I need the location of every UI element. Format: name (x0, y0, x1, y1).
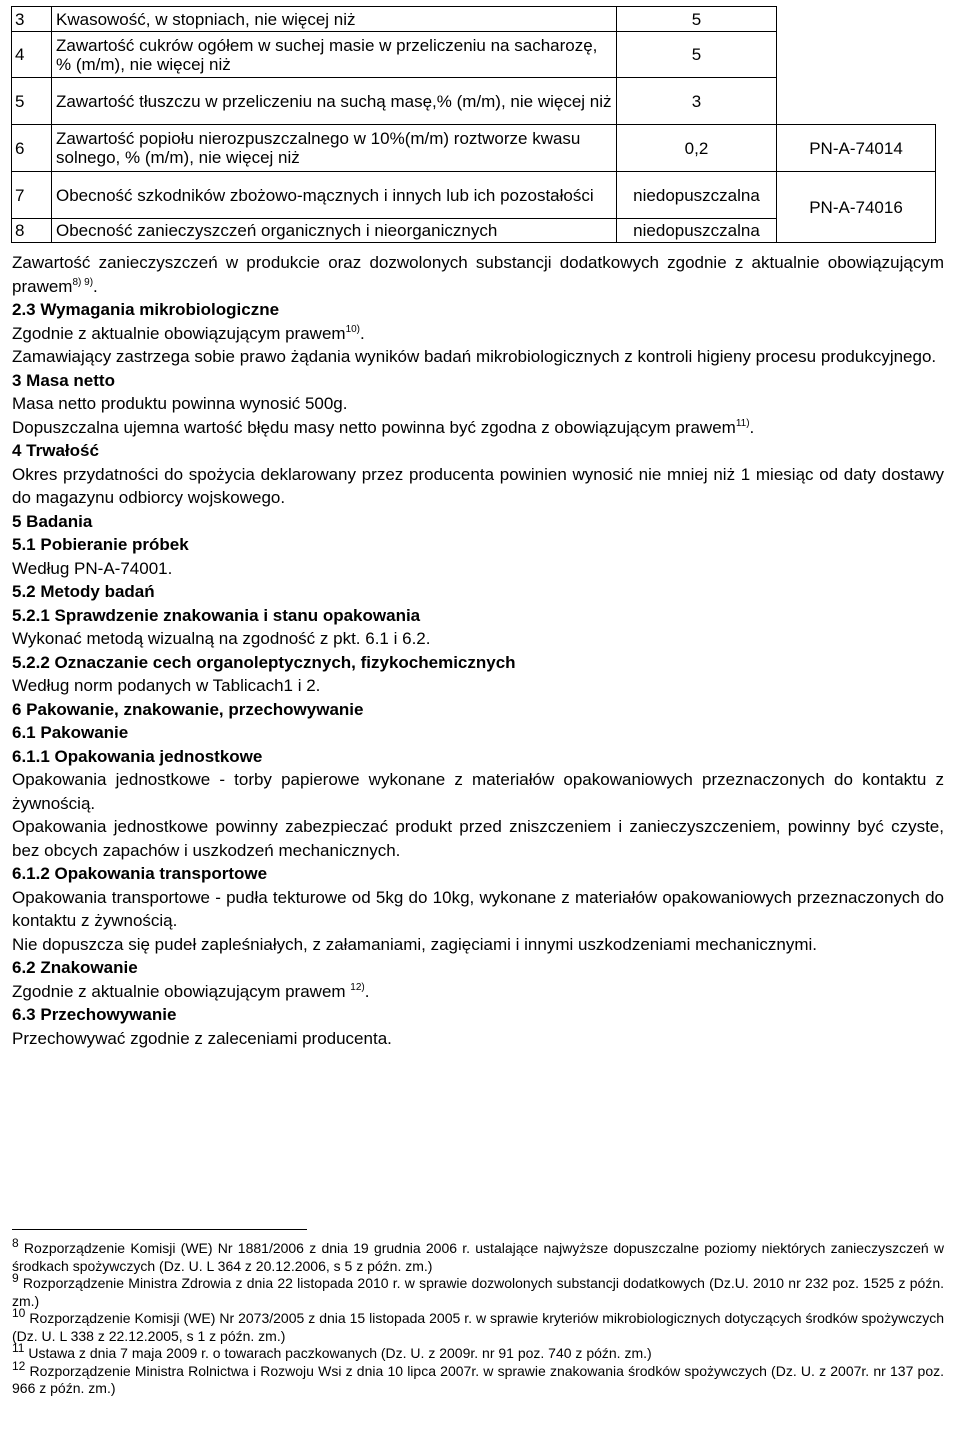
footnote-ref: 11) (735, 417, 750, 429)
footnote: 8 Rozporządzenie Komisji (WE) Nr 1881/2006 z dnia 19 grudnia 2006 r. ustalające najwyższe dopuszczalne poziomy niektórych zanieczyszczeń w środkach spożywczych (Dz. U. L 364 z 20.12.2006, s 5 z późn. zm.) (12, 1236, 944, 1274)
paragraph: Zawartość zanieczyszczeń w produkcie oraz dozwolonych substancji dodatkowych zgodnie z aktualnie obowiązującym prawem$^{8) 9)}$. (12, 253, 944, 296)
row-number: 3 (12, 7, 52, 32)
paragraph: Według PN-A-74001. (12, 558, 173, 578)
paragraph: Okres przydatności do spożycia deklarowany przez producenta powinien wynosić nie mniej niż 1 miesiąc od daty dostawy do magazynu odbiorcy wojskowego. (12, 464, 944, 507)
footnote-ref: 12) (350, 981, 365, 993)
footnote-mark: 11 (12, 1341, 25, 1355)
row-number: 4 (12, 32, 52, 78)
paragraph: Wykonać metodą wizualną na zgodność z pkt. 6.1 i 6.2. (12, 629, 431, 648)
footnote-ref: 10) (345, 323, 361, 335)
footnote: 12 Rozporządzenie Ministra Rolnictwa i Rozwoju Wsi z dnia 10 lipca 2007r. w sprawie znakowania środków spożywczych (Dz. U. z 2007r. nr 137 poz. 966 z późn. zm.) (12, 1358, 944, 1396)
section-heading: 6.1.1 Opakowania jednostkowe (12, 746, 263, 766)
paragraph: Nie dopuszcza się pudeł zapleśniałych, z załamaniami, zagięciami i innymi uszkodzeniami mechanicznymi. (12, 934, 818, 954)
table-row (12, 172, 936, 219)
row-description: Obecność zanieczyszczeń organicznych i nieorganicznych (52, 219, 617, 243)
footnote-mark: 10 (12, 1306, 26, 1320)
section-heading: 4 Trwałość (12, 441, 99, 460)
row-number: 7 (12, 172, 52, 219)
footnote-mark: 12 (12, 1358, 26, 1373)
row-norm: PN-A-74016 (777, 172, 936, 243)
footnote-mark: 9 (12, 1271, 19, 1285)
row-value: 5 (617, 7, 777, 32)
table-row (12, 7, 936, 32)
section-heading: 2.3 Wymagania mikrobiologiczne (12, 300, 280, 319)
section-heading: 5.2.2 Oznaczanie cech organoleptycznych, fizykochemicznych (12, 652, 516, 672)
paragraph: Zgodnie z aktualnie obowiązującym prawem$^{10)}$. (12, 323, 365, 343)
paragraph: Masa netto produktu powinna wynosić 500g. (12, 394, 348, 413)
section-heading: 6.2 Znakowanie (12, 958, 138, 977)
paragraph: Według norm podanych w Tablicach1 i 2. (12, 676, 321, 695)
row-value: 3 (617, 78, 777, 125)
row-value: 5 (617, 32, 777, 78)
row-value: niedopuszczalna (617, 172, 777, 219)
row-description: Kwasowość, w stopniach, nie więcej niż (52, 7, 617, 32)
footnote: 10 Rozporządzenie Komisji (WE) Nr 2073/2005 z dnia 15 listopada 2005 r. w sprawie kryteriów mikrobiologicznych dotyczących środków spożywczych (Dz. U. L 338 z 22.12.2005, s 1 z późn. zm.) (12, 1306, 945, 1344)
row-number: 6 (12, 125, 52, 172)
section-heading: 6.1 Pakowanie (12, 723, 129, 742)
section-heading: 5.2 Metody badań (12, 582, 155, 601)
paragraph: Zamawiający zastrzega sobie prawo żądania wyników badań mikrobiologicznych z kontroli higieny procesu produkcyjnego. (12, 347, 937, 366)
footnote-ref: 8) 9) (72, 276, 94, 288)
footnote-mark: 8 (12, 1236, 19, 1250)
row-description: Zawartość popiołu nierozpuszczalnego w 10%(m/m) roztworze kwasu solnego, % (m/m), nie więcej niż (52, 125, 617, 172)
table-row (12, 125, 936, 172)
row-number: 8 (12, 219, 52, 243)
paragraph: Dopuszczalna ujemna wartość błędu masy netto powinna być zgodna z obowiązującym prawem$^{11)}$. (12, 417, 755, 437)
row-description: Zawartość tłuszczu w przeliczeniu na suchą masę,% (m/m), nie więcej niż (52, 78, 617, 125)
norm-cell-empty (777, 7, 936, 125)
paragraph: Opakowania jednostkowe powinny zabezpieczać produkt przed zniszczeniem i zanieczyszczeniem, powinny być czyste, bez obcych zapachów i uszkodzeń mechanicznych. (12, 817, 944, 860)
row-description: Zawartość cukrów ogółem w suchej masie w przeliczeniu na sacharozę, % (m/m), nie więcej niż (52, 32, 617, 78)
row-value: 0,2 (617, 125, 777, 172)
section-heading: 3 Masa netto (12, 370, 115, 390)
footnote: 11 Ustawa z dnia 7 maja 2009 r. o towarach paczkowanych (Dz. U. z 2009r. nr 91 poz. 740 z późn. zm.) (12, 1341, 652, 1361)
row-description: Obecność szkodników zbożowo-mącznych i innych lub ich pozostałości (52, 172, 617, 219)
section-heading: 5 Badania (12, 511, 93, 531)
paragraph: Opakowania transportowe - pudła tekturowe od 5kg do 10kg, wykonane z materiałów opakowaniowych przeznaczonych do kontaktu z żywnością. (12, 887, 944, 930)
section-heading: 5.2.1 Sprawdzenie znakowania i stanu opakowania (12, 605, 421, 625)
row-number: 5 (12, 78, 52, 125)
row-norm: PN-A-74014 (777, 125, 936, 172)
footnote-separator (12, 1229, 307, 1230)
footnotes (12, 1236, 945, 1398)
section-heading: 5.1 Pobieranie próbek (12, 535, 189, 554)
footnote: 9 Rozporządzenie Ministra Zdrowia z dnia 22 listopada 2010 r. w sprawie dozwolonych substancji dodatkowych (Dz.U. 2010 nr 232 poz. 1525 z późn. zm.) (12, 1271, 945, 1309)
paragraph: Opakowania jednostkowe - torby papierowe wykonane z materiałów opakowaniowych przeznaczonych do kontaktu z żywnością. (12, 770, 944, 813)
document-body (12, 251, 944, 1050)
section-heading: 6.1.2 Opakowania transportowe (12, 864, 268, 883)
requirements-table (11, 6, 936, 243)
section-heading: 6.3 Przechowywanie (12, 1005, 177, 1024)
row-value: niedopuszczalna (617, 219, 777, 243)
section-heading: 6 Pakowanie, znakowanie, przechowywanie (12, 699, 364, 719)
paragraph: Przechowywać zgodnie z zaleceniami producenta. (12, 1028, 392, 1048)
paragraph: Zgodnie z aktualnie obowiązującym prawem $^{12)}$. (12, 981, 370, 1001)
